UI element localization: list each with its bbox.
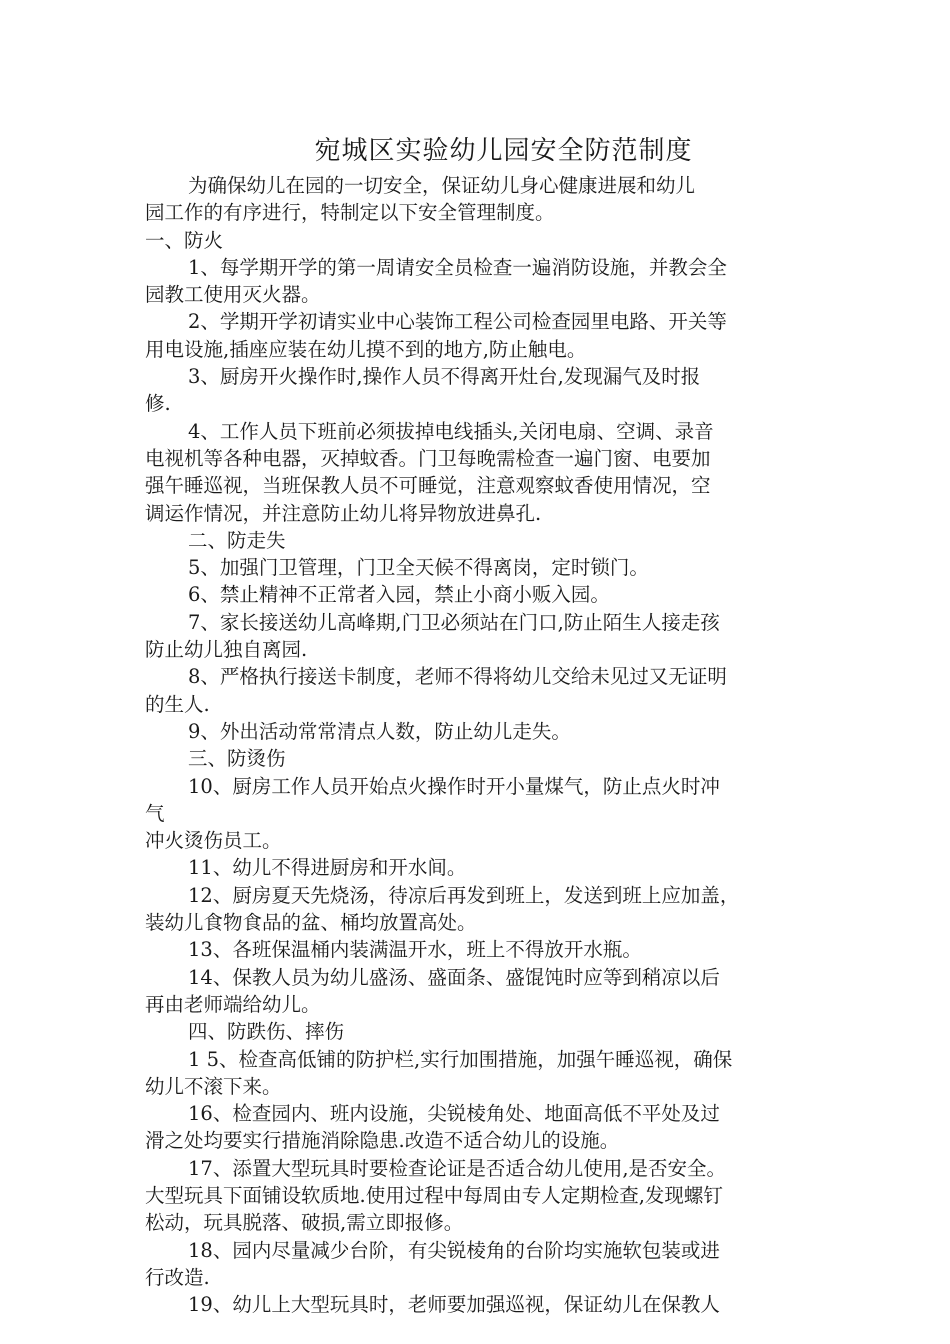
text-line: 强午睡巡视，当班保教人员不可睡觉，注意观察蚊香使用情况，空 bbox=[145, 474, 711, 498]
text-line: 三、防烫伤 bbox=[188, 747, 286, 771]
text-line: 园工作的有序进行，特制定以下安全管理制度。 bbox=[145, 201, 555, 225]
text-line: 装幼儿食物食品的盆、桶均放置高处。 bbox=[145, 911, 477, 935]
text-line: 16、检查园内、班内设施，尖锐棱角处、地面高低不平处及过 bbox=[188, 1102, 720, 1126]
document-title: 宛城区实验幼儿园安全防范制度 bbox=[314, 136, 693, 166]
text-line: 电视机等各种电器，灭掉蚊香。门卫每晚需检查一遍门窗、电要加 bbox=[145, 446, 711, 470]
text-line: 14、保教人员为幼儿盛汤、盛面条、盛馄饨时应等到稍凉以后 bbox=[188, 965, 720, 989]
text-line: 5、加强门卫管理，门卫全天候不得离岗，定时锁门。 bbox=[188, 556, 649, 580]
text-line: 6、禁止精神不正常者入园，禁止小商小贩入园。 bbox=[188, 583, 610, 607]
text-line: 防止幼儿独自离园. bbox=[145, 638, 308, 662]
text-line: 10、厨房工作人员开始点火操作时开小量煤气，防止点火时冲 bbox=[188, 774, 720, 798]
text-line: 再由老师端给幼儿。 bbox=[145, 992, 321, 1016]
text-line: 园教工使用灭火器。 bbox=[145, 283, 321, 307]
text-line: 冲火烫伤员工。 bbox=[145, 829, 282, 853]
text-line: 四、防跌伤、摔伤 bbox=[188, 1020, 345, 1044]
text-line: 17、添置大型玩具时要检查论证是否适合幼儿使用,是否安全。 bbox=[188, 1156, 727, 1180]
text-line: 1 5、检查高低铺的防护栏,实行加围措施，加强午睡巡视，确保 bbox=[188, 1047, 733, 1071]
text-line: 3、厨房开火操作时,操作人员不得离开灶台,发现漏气及时报 bbox=[188, 365, 701, 389]
text-line: 用电设施,插座应装在幼儿摸不到的地方,防止触电。 bbox=[145, 337, 587, 361]
text-line: 二、防走失 bbox=[188, 528, 286, 552]
text-line: 气 bbox=[145, 801, 165, 825]
text-line: 19、幼儿上大型玩具时，老师要加强巡视，保证幼儿在保教人 bbox=[188, 1293, 720, 1317]
text-line: 9、外出活动常常清点人数，防止幼儿走失。 bbox=[188, 719, 571, 743]
text-line: 11、幼儿不得进厨房和开水间。 bbox=[188, 856, 467, 880]
text-line: 为确保幼儿在园的一切安全，保证幼儿身心健康进展和幼儿 bbox=[188, 174, 696, 197]
text-line: 2、学期开学初请实业中心装饰工程公司检查园里电路、开关等 bbox=[188, 310, 727, 334]
text-line: 一、防火 bbox=[145, 228, 224, 252]
text-line: 调运作情况，并注意防止幼儿将异物放进鼻孔. bbox=[145, 501, 542, 525]
text-line: 幼儿不滚下来。 bbox=[145, 1074, 282, 1098]
text-line: 18、园内尽量减少台阶，有尖锐棱角的台阶均实施软包装或进 bbox=[188, 1238, 720, 1262]
document-body bbox=[145, 172, 825, 1318]
text-line: 大型玩具下面铺设软质地.使用过程中每周由专人定期检查,发现螺钉 bbox=[145, 1183, 723, 1207]
text-line: 滑之处均要实行措施消除隐患.改造不适合幼儿的设施。 bbox=[145, 1129, 620, 1153]
text-line: 7、家长接送幼儿高峰期,门卫必须站在门口,防止陌生人接走孩 bbox=[188, 610, 720, 634]
text-line: 4、工作人员下班前必须拔掉电线插头,关闭电扇、空调、录音 bbox=[188, 419, 714, 443]
text-line: 行改造. bbox=[145, 1265, 210, 1289]
text-line: 的生人. bbox=[145, 692, 210, 716]
text-line: 1、每学期开学的第一周请安全员检查一遍消防设施，并教会全 bbox=[188, 255, 727, 279]
text-line: 修. bbox=[145, 392, 171, 416]
text-line: 12、厨房夏天先烧汤，待凉后再发到班上，发送到班上应加盖， bbox=[188, 883, 740, 907]
text-line: 松动，玩具脱落、破损,需立即报修。 bbox=[145, 1211, 464, 1235]
text-line: 13、各班保温桶内装满温开水，班上不得放开水瓶。 bbox=[188, 938, 642, 962]
text-line: 8、严格执行接送卡制度，老师不得将幼儿交给未见过又无证明 bbox=[188, 665, 727, 689]
